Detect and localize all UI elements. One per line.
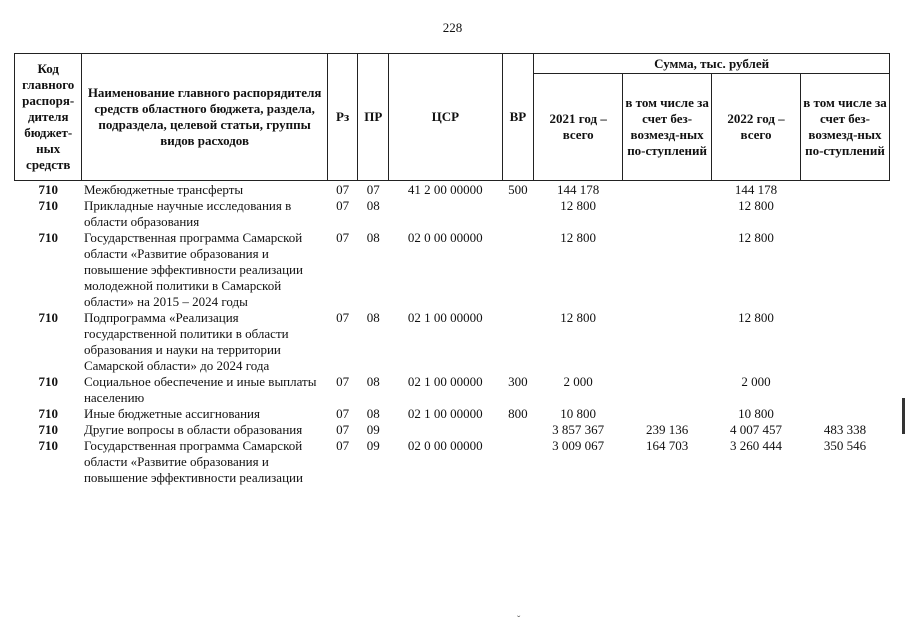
row-name: Межбюджетные трансферты: [83, 182, 244, 197]
row-2022-total: 12 800: [738, 230, 774, 245]
table-row: [15, 181, 890, 199]
row-pr: 08: [366, 374, 380, 389]
budget-table: [14, 53, 890, 486]
row-rz: 07: [336, 182, 350, 197]
row-2022-free: [800, 406, 889, 422]
row-2022-free: [800, 198, 889, 230]
row-2021-total: 2 000: [563, 374, 593, 389]
row-pr: 08: [366, 406, 380, 421]
row-code: 710: [38, 422, 58, 437]
row-name: Другие вопросы в области образования: [83, 422, 303, 437]
row-rz: 07: [336, 438, 350, 453]
row-name: Государственная программа Самарской области «Развитие образования и повышение эффективности реализации молодежной политики в Самарской области» на 2015 – 2024 годы: [83, 230, 303, 309]
row-name: Подпрограмма «Реализация государственной политики в области образования и науки на территории Самарской области» до 2024 года: [83, 310, 289, 373]
table-row: [15, 406, 890, 422]
row-code: 710: [38, 438, 58, 453]
row-2022-total: 3 260 444: [730, 438, 783, 453]
header-csr: ЦСР: [389, 54, 502, 181]
row-csr: 02 0 00 00000: [407, 438, 483, 453]
row-csr: 02 1 00 00000: [407, 374, 483, 389]
header-2021-total: 2021 год – всего: [534, 74, 623, 181]
row-2021-total: 144 178: [557, 182, 600, 197]
row-rz: 07: [336, 406, 350, 421]
row-2021-free: [623, 310, 712, 374]
row-vr: [502, 310, 534, 374]
row-code: 710: [38, 230, 58, 245]
row-name: Государственная программа Самарской области «Развитие образования и повышение эффективности реализации: [83, 438, 303, 485]
header-code: Код главного распоря-дителя бюджет-ных средств: [15, 54, 82, 181]
row-2021-total: 3 009 067: [552, 438, 605, 453]
row-2022-free: [800, 374, 889, 406]
row-code: 710: [38, 198, 58, 213]
row-vr: 500: [508, 182, 528, 197]
row-pr: 08: [366, 310, 380, 325]
row-2021-free: [623, 406, 712, 422]
header-2022-total: 2022 год – всего: [712, 74, 801, 181]
row-pr: 08: [366, 230, 380, 245]
row-pr: 07: [366, 182, 380, 197]
row-2022-free: [800, 230, 889, 310]
table-body: [15, 181, 890, 487]
row-2021-total: 3 857 367: [552, 422, 605, 437]
budget-table-container: [14, 53, 890, 486]
row-2021-total: 12 800: [560, 310, 597, 325]
table-row: [15, 374, 890, 406]
row-pr: 09: [366, 438, 380, 453]
row-rz: 07: [336, 310, 350, 325]
row-code: 710: [38, 310, 58, 325]
row-2021-free: 164 703: [645, 438, 689, 453]
row-2021-free: [623, 198, 712, 230]
row-2021-total: 12 800: [560, 230, 597, 245]
row-vr: [502, 422, 534, 438]
row-name: Прикладные научные исследования в области образования: [83, 198, 292, 229]
header-pr: ПР: [358, 54, 389, 181]
row-vr: 300: [508, 374, 528, 389]
row-name: Иные бюджетные ассигнования: [83, 406, 260, 421]
row-name: Социальное обеспечение и иные выплаты населению: [83, 374, 317, 405]
row-2022-total: 12 800: [738, 198, 774, 213]
row-2022-free: 350 546: [823, 438, 867, 453]
row-vr: 800: [508, 406, 528, 421]
header-sum: Сумма, тыс. рублей: [534, 54, 890, 74]
table-row: [15, 422, 890, 438]
row-2022-free: [800, 310, 889, 374]
row-2021-total: 12 800: [560, 198, 597, 213]
scan-artifact-mark: ˇ: [517, 615, 521, 626]
row-rz: 07: [336, 374, 350, 389]
row-vr: [502, 230, 534, 310]
header-2021-free: в том числе за счет без-возмезд-ных по-ступлений: [623, 74, 712, 181]
row-csr: [389, 198, 502, 230]
row-vr: [502, 438, 534, 486]
row-2022-total: 144 178: [734, 182, 778, 197]
row-code: 710: [38, 182, 58, 197]
row-2022-total: 2 000: [741, 374, 771, 389]
row-2021-free: 239 136: [645, 422, 689, 437]
row-2021-free: [623, 374, 712, 406]
row-csr: 41 2 00 00000: [407, 182, 483, 197]
row-2022-free: 483 338: [823, 422, 867, 437]
table-row: [15, 310, 890, 374]
row-2021-free: [623, 230, 712, 310]
row-2022-total: 4 007 457: [730, 422, 783, 437]
row-2021-total: 10 800: [560, 406, 597, 421]
table-row: [15, 198, 890, 230]
row-vr: [502, 198, 534, 230]
row-csr: 02 0 00 00000: [407, 230, 483, 245]
table-row: [15, 438, 890, 486]
row-rz: 07: [336, 198, 350, 213]
header-name: Наименование главного распорядителя средств областного бюджета, раздела, подраздела, целевой статьи, группы видов расходов: [82, 54, 327, 181]
row-2022-total: 10 800: [738, 406, 774, 421]
row-csr: [389, 422, 502, 438]
row-code: 710: [38, 374, 58, 389]
row-pr: 09: [366, 422, 380, 437]
table-row: [15, 230, 890, 310]
table-header: [15, 54, 890, 181]
row-code: 710: [38, 406, 58, 421]
row-rz: 07: [336, 230, 350, 245]
row-2021-free: [623, 181, 712, 199]
row-2022-total: 12 800: [738, 310, 774, 325]
row-2022-free: [800, 181, 889, 199]
row-rz: 07: [336, 422, 350, 437]
header-2022-free: в том числе за счет без-возмезд-ных по-ступлений: [800, 74, 889, 181]
row-csr: 02 1 00 00000: [407, 310, 483, 325]
row-pr: 08: [366, 198, 380, 213]
page-number: 228: [442, 20, 463, 35]
header-rz: Рз: [327, 54, 358, 181]
header-vr: ВР: [502, 54, 534, 181]
row-csr: 02 1 00 00000: [407, 406, 483, 421]
